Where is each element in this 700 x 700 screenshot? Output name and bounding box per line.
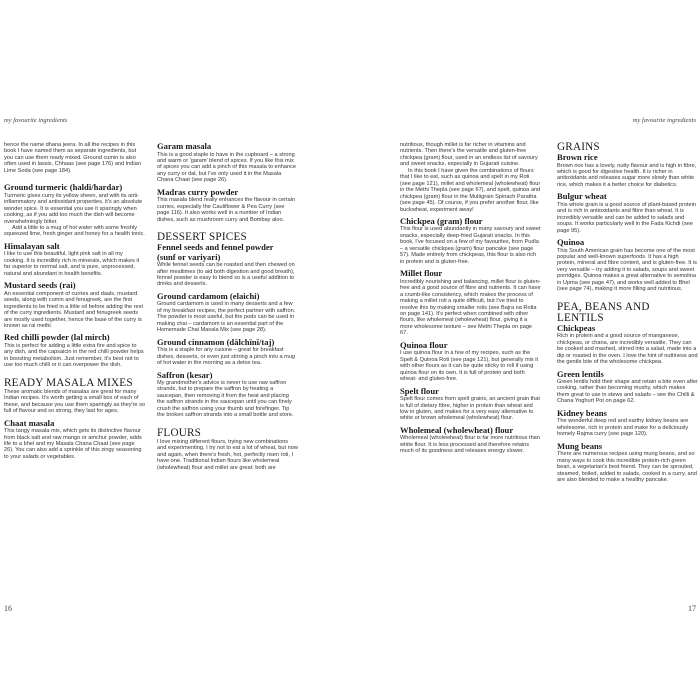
paragraph: Rich in protein and a good source of manganese, chickpeas, or chana, are incredibly versatile. They can be cooked and mashed, stirred into a salad, made into a dip or roasted in the oven. I love the hint of nuttiness and the gentle bite of the wholesome chickpea. bbox=[557, 333, 698, 366]
entry-heading: Quinoa bbox=[557, 237, 585, 248]
running-header-left: my favourite ingredients bbox=[4, 117, 68, 124]
paragraph: This whole grain is a good source of plant-based protein and is rich in antioxidants and fibre than wheat. It is incredibly versatile and can be added to salads and soups. It works particularly well in the Fada Kichdi (see page 95). bbox=[557, 201, 696, 234]
paragraph: There are numerous recipes using mung beans, and so many ways to cook this incredible protein-rich green bean, a vegetarian's best friend. They can be sprouted, steamed, boiled, added to salads, cooked in a curry, and are also blended to make a healthy pancake. bbox=[557, 451, 697, 483]
paragraph: Wholemeal (wholewheat) flour is far more nutritious than white flour. It is less processed and therefore retains much of its goodness and releases energy slower. bbox=[400, 435, 540, 455]
entry-heading: Green lentils bbox=[557, 368, 604, 379]
paragraph: The wonderful deep red and earthy kidney beans are wholesome, rich in protein and make for a deliciously homely Rajma curry (see page 120). bbox=[557, 418, 689, 438]
paragraph: I use quinoa flour in a few of my recipes, such as the Spelt & Quinoa Roti (see page 121), but generally mix it with other flours as it can be quite sticky to roll if using quinoa flour on its own. It is full of protein and both wheat- and gluten-free. bbox=[400, 350, 539, 383]
paragraph: In this book I have given the combinations of flours that I like to eat, such as quinoa and spelt in my Roti (see page 121), millet and wholemeal (wholewheat) flour in the Methi Thepla (see page 67), and spelt, quinoa and chickpea (gram) flour in the Multigrain Spinach Paratha (see page 45). Of course, if you prefer another flour, like buckwheat, experiment away! bbox=[400, 167, 541, 213]
entry-heading: Red chilli powder (lal mirch) bbox=[4, 332, 110, 343]
paragraph: Brown rice has a lovely, nutty flavour and is high in fibre, which is good for digestive health. It is richer in antioxidants and releases sugar more slowly than white rice, which makes it a better choice for diabetics. bbox=[557, 162, 697, 188]
entry-heading: Mung beans bbox=[557, 440, 603, 451]
paragraph: This is perfect for adding a little extra fire and spice to any dish, and the capsaicin in the red chilli powder helps in boosting metabolism. Just remember, it's best not to use too much chilli or it can overpower the dish. bbox=[4, 342, 144, 369]
entry-heading: Mustard seeds (rai) bbox=[4, 280, 76, 291]
column-1 bbox=[4, 142, 145, 460]
entry-heading: Ground cinnamon (dālchīnī/taj) bbox=[157, 336, 275, 347]
entry-heading: Bulgur wheat bbox=[557, 191, 607, 202]
entry-heading: Madras curry powder bbox=[157, 186, 239, 197]
paragraph: I like to use this beautiful, light pink salt in all my cooking. It is incredibly rich in minerals, which makes it far superior to normal salt, and is pure, unprocessed, natural and abundant in health benefits. bbox=[4, 251, 140, 277]
page-number-right: 17 bbox=[688, 604, 696, 613]
page-number-left: 16 bbox=[4, 604, 12, 613]
paragraph: This South American grain has become one of the most popular and well-known superfoods. It has a high protein, mineral and fibre content, and is gluten-free. It is very versatile – try adding it to salads, soups and sweet porridges. Quinoa makes a great alternative to semolina in Upma (see page 47), and works well added to Bhel (see page 74), making it more filling and nutritious. bbox=[557, 247, 697, 293]
entry-heading: Ground cardamom (elaichi) bbox=[157, 290, 260, 301]
paragraph: Ground cardamom is used in many desserts and a few of my breakfast recipes, the perfect partner with saffron. The powder is most useful, but the pods can be used in making chai – cardamom is an essential part of the Homemade Chai Masala Mix (see page 28). bbox=[157, 301, 296, 334]
entry-heading: Chickpeas bbox=[557, 322, 596, 333]
entry-heading: Saffron (kesar) bbox=[157, 369, 213, 380]
paragraph: This is a good staple to have in the cupboard – a strong and warm or 'garam' blend of spices. If you like this mix of spices you can add a pinch of this masala to enhance any curry or dal, but I've only used it in the Masala Chana Chaat (see page 26). bbox=[157, 151, 296, 184]
section-heading: PEA, BEANS AND LENTILS bbox=[557, 300, 650, 324]
paragraph: hence the name dhana jeera. In all the recipes in this book I have named them as separate ingredients, but you can use them ready mixed. Ground cumin is also often used in lassis, Chhaas (see page 176) and Indian Lime Soda (see page 184). bbox=[4, 142, 141, 174]
section-heading: DESSERT SPICES bbox=[157, 231, 247, 244]
paragraph: This is a staple for any cuisine – great for breakfast dishes, desserts, or even just stirring a pinch into a mug of hot water in the morning as a detox tea. bbox=[157, 347, 296, 367]
entry-heading: Chaat masala bbox=[4, 417, 55, 428]
paragraph: An essential component of curries and daals, mustard seeds, along with cumin and fenugreek, are the first ingredients to be fried in a little oil before adding the rest of the curry ingredients. Mustard and fenugreek seeds are mostly used together, hence the base of the curry is known as rai methi. bbox=[4, 290, 143, 330]
entry-heading: Chickpea (gram) flour bbox=[400, 215, 483, 226]
entry-heading: Himalayan salt bbox=[4, 240, 60, 251]
entry-heading: Kidney beans bbox=[557, 407, 607, 418]
paragraph: This tangy masala mix, which gets its distinctive flavour from black salt and raw mango or amchur powder, adds life to a bhel and my Masala Chana Chaat (see page 26). You can also add a sprinkle of this zingy seasoning to your salads or vegetables. bbox=[4, 428, 142, 460]
column-4 bbox=[557, 142, 698, 483]
paragraph: Spelt flour comes from spelt grains, an ancient grain that is full of dietary fibre, higher in protein than wheat and low in gluten, and makes for a very easy alternative to white or brown wholemeal (wholewheat) flour. bbox=[400, 396, 540, 422]
paragraph: This masala blend really enhances the flavour in certain curries, especially the Cauliflower & Pea Curry (see page 116). It also works well in a number of Indian dishes, such as mushroom curry and Bombay aloo. bbox=[157, 197, 296, 223]
paragraph: This flour is used abundantly in many savoury and sweet snacks, especially deep-fried Gujarati snacks. In this book, I've focused on a few of my favourites, from Pudla – a versatile chickpea (gram) flour pancake (see page 57). Made entirely from chickpeas, this flour is also rich in protein and is gluten-free. bbox=[400, 226, 541, 265]
running-header-right: my favourite ingredients bbox=[632, 117, 696, 124]
entry-heading: Wholemeal (wholewheat) flour bbox=[400, 424, 514, 435]
section-heading: READY MASALA MIXES bbox=[4, 376, 133, 389]
paragraph: Turmeric gives curry its yellow sheen, and with its anti-inflammatory and antioxidant properties, it's an absolute wonder spice. It is essential you use it sparingly when cooking, as if you add too much the dish will become overwhelmingly bitter. bbox=[4, 192, 143, 225]
entry-heading: Garam masala bbox=[157, 141, 212, 151]
section-heading: FLOURS bbox=[157, 426, 202, 439]
entry-heading: Fennel seeds and fennel powder bbox=[157, 242, 274, 253]
section-heading: GRAINS bbox=[557, 141, 600, 153]
entry-heading-sub: (sunf or variyari) bbox=[157, 251, 221, 262]
entry-heading: Spelt flour bbox=[400, 385, 439, 396]
paragraph: Green lentils hold their shape and retain a bite even after cooking, rather than becoming mushy, which makes them great to use in stews and salads – see the Chilli & Chana Yoghurt Pot on page 62. bbox=[557, 379, 698, 405]
paragraph: My grandmother's advice is never to use raw saffron strands, but to prepare the saffron by heating a saucepan, then removing it from the heat and placing the saffron strands in the saucepan until you can finely crush the saffron using your thumb and forefinger. Tip the broken saffron strands into a small bottle and store. bbox=[157, 380, 294, 419]
entry-heading: Brown rice bbox=[557, 152, 598, 162]
column-2 bbox=[157, 142, 298, 471]
column-3 bbox=[400, 142, 541, 455]
paragraph: While fennel seeds can be roasted and then chewed on after mealtimes (to aid both digestion and good breath), fennel powder is easy to blend so is a useful addition to drinks and desserts. bbox=[157, 262, 295, 288]
paragraph: nutritious, though millet is far richer in vitamins and nutrients. Then there's the versatile and gluten-free chickpea (gram) flour, used in an endless list of savoury and sweet snacks, especially in Gujarati cuisine. bbox=[400, 142, 538, 168]
entry-heading: Ground turmeric (haldi/hardar) bbox=[4, 182, 123, 193]
paragraph: Add a little to a mug of hot water with some freshly squeezed lime, fresh ginger and honey for a health tonic. bbox=[4, 225, 145, 238]
paragraph: Incredibly nourishing and balancing, millet flour is gluten-free and a good source of fibre and nutrients. It can have a crumb-like consistency, which makes the process of making a millet roti a quite difficult, but I've tried to resolve this by making smaller rotis (see Bajra na Rotla on page 141). It's perfect when combined with other flours, like wholemeal (wholewheat) flour, giving it a more wholesome texture – see Methi Thepla on page 67. bbox=[400, 278, 541, 337]
paragraph: These aromatic blends of masalas are great for many Indian recipes. It's worth getting a small box of each of these, and because you use them sparingly as they're so full of flavour and so strong, they last for ages. bbox=[4, 388, 145, 415]
entry-heading: Quinoa flour bbox=[400, 339, 448, 350]
paragraph: I love mixing different flours, trying new combinations and experimenting. I try not to eat a lot of wheat, but now and again, when there's fresh, hot, perfectly risen roti, I have one. Traditional Indian flours like wholemeal (wholewheat) flour and millet are great: both are bbox=[157, 438, 298, 471]
entry-heading: Millet flour bbox=[400, 268, 443, 279]
